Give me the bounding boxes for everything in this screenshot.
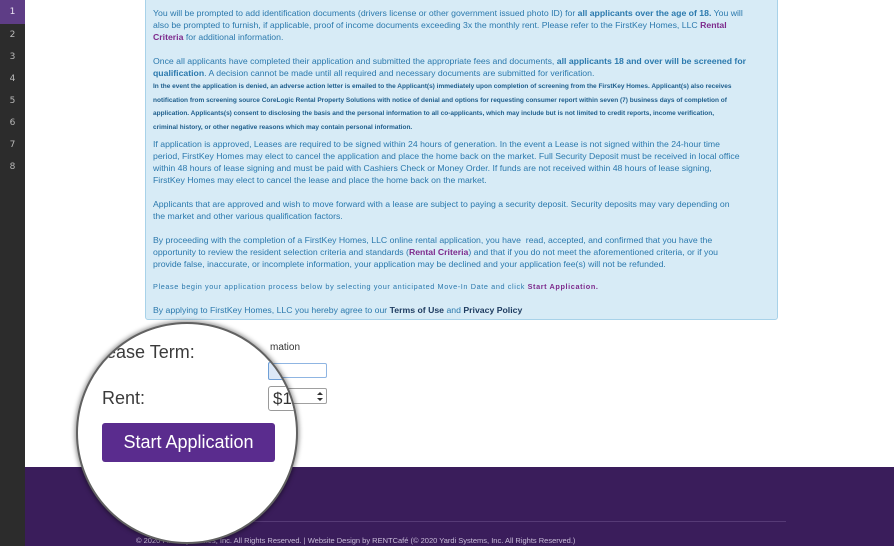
magnifier-lens (76, 322, 301, 544)
info-text: Once all applicants have completed their application and submitted the appropriate fees and documents, (153, 56, 557, 66)
info-line (153, 31, 743, 43)
info-text: By applying to FirstKey Homes, LLC you hereby agree to our (153, 305, 390, 315)
step-sidebar (0, 0, 25, 546)
info-line (153, 7, 743, 19)
rental-criteria-link[interactable]: Rental Criteria (408, 247, 469, 257)
rent-select-value: $1 (273, 389, 292, 408)
info-line (153, 19, 743, 31)
info-paragraph (153, 281, 599, 293)
step-item[interactable]: 4 (9, 74, 16, 84)
denial-notice-text (153, 80, 732, 131)
info-text: the market and other various qualification factors. (153, 211, 343, 221)
info-line (153, 258, 718, 270)
step-item[interactable]: 8 (9, 162, 16, 172)
info-paragraph (153, 138, 740, 186)
info-line (153, 138, 740, 150)
info-text: notification from screening source CoreLogic Rental Property Solutions with notice of denial and options for requesting consumer report within seven (7) business days of completion of (153, 96, 727, 104)
info-text: also be prompted to furnish, if applicable, proof of income documents exceeding 3x the monthly rent. Please refer to the FirstKey Homes, LLC (153, 20, 701, 30)
info-text: provide false, inaccurate, or incomplete information, your application may be declined and your application fee(s) will not be refunded. (153, 259, 666, 269)
info-line (153, 94, 732, 108)
info-paragraph (153, 198, 730, 222)
info-paragraph (153, 7, 743, 43)
zoomed-lease-term-input[interactable] (268, 362, 298, 380)
info-line (153, 234, 718, 246)
lease-term-label: Lease Term: (96, 342, 195, 362)
rental-criteria-link[interactable]: Rental (700, 20, 727, 30)
info-line (153, 150, 740, 162)
info-text: period, FirstKey Homes may elect to cancel the application and place the home back on the market. Full Security Deposit must be received in local office (153, 151, 740, 161)
step-item[interactable]: 1 (0, 0, 25, 24)
info-box (145, 0, 778, 320)
info-line (153, 198, 730, 210)
start-application-link[interactable]: Start Application. (527, 282, 599, 291)
info-line (153, 162, 740, 174)
select-arrows-icon (317, 392, 323, 401)
rental-criteria-link[interactable]: Criteria (153, 32, 184, 42)
info-text: If application is approved, Leases are required to be signed within 24 hours of generation. In the event a Lease is not signed within the 24-hour time (153, 139, 720, 149)
info-bold-text: qualification (153, 68, 205, 78)
privacy-policy-link[interactable]: Privacy Policy (463, 305, 523, 315)
info-text: Applicants that are approved and wish to move forward with a lease are subject to paying a security deposit. Security deposits may vary depending on (153, 199, 730, 209)
info-text: ) and that if you do not meet the aforementioned criteria, or if you (468, 247, 718, 257)
step-item[interactable]: 3 (9, 52, 16, 62)
info-text: By proceeding with the completion of a FirstKey Homes, LLC online rental application, you have read, accepted, and confirmed that you have the (153, 235, 713, 245)
info-text: application. Applicants(s) consent to disclosing the basis and the personal information to all co-applicants, which may include but is not limited to credit reports, income verification, (153, 110, 715, 118)
zoomed-rent-select[interactable] (268, 386, 298, 411)
info-text: In the event the application is denied, an adverse action letter is emailed to the Applicant(s) immediately upon completion of screening from the FirstKey Homes. Applicant(s) also receives (153, 83, 732, 90)
info-text: You will (711, 8, 743, 18)
info-text: for additional information. (183, 32, 284, 42)
info-paragraph (153, 55, 746, 79)
info-bold-text: all applicants over the age of 18. (577, 8, 712, 18)
info-paragraph (153, 234, 718, 270)
footer-copyright: © 2020 FirstKey Homes, Inc. All Rights Reserved. | Website Design by RENTCafé (© 2020 Yardi Systems, Inc. All Rights Reserved.) (136, 536, 576, 545)
info-line (153, 80, 732, 94)
info-text: criminal history, or other negative reasons which may contain personal information. (153, 124, 413, 131)
info-line (153, 304, 522, 316)
info-line (153, 246, 718, 258)
info-line (153, 107, 732, 121)
info-line (153, 55, 746, 67)
partial-label-text: mation (270, 342, 301, 353)
info-text: and (444, 305, 464, 315)
step-item[interactable]: 6 (9, 118, 16, 128)
info-line (153, 174, 740, 186)
info-bold-text: all applicants 18 and over will be screened for (556, 56, 747, 66)
info-line (153, 210, 730, 222)
info-text: opportunity to review the resident selection criteria and standards ( (153, 247, 409, 257)
info-text: . A decision cannot be made until all required and necessary documents are submitted for verification. (204, 68, 595, 78)
info-text: You will be prompted to add identification documents (drivers license or other government issued photo ID) for (153, 8, 578, 18)
info-line (153, 121, 732, 131)
info-line (153, 67, 746, 79)
info-paragraph (153, 304, 522, 316)
info-text: within 48 hours of lease signing and must be paid with Cashiers Check or Money Order. If funds are not received within 48 hours of lease signing, (153, 163, 712, 173)
step-item[interactable]: 7 (9, 140, 16, 150)
rent-label: Rent: (102, 388, 146, 408)
info-text: Please begin your application process below by selecting your anticipated Move-In Date and click (153, 282, 528, 291)
step-item[interactable]: 5 (9, 96, 16, 106)
terms-of-use-link[interactable]: Terms of Use (389, 305, 445, 315)
start-application-button[interactable]: Start Application (102, 423, 275, 462)
step-item[interactable]: 2 (9, 30, 16, 40)
info-line (153, 281, 599, 293)
info-text: FirstKey Homes may elect to cancel the lease and place the home back on the market. (153, 175, 487, 185)
